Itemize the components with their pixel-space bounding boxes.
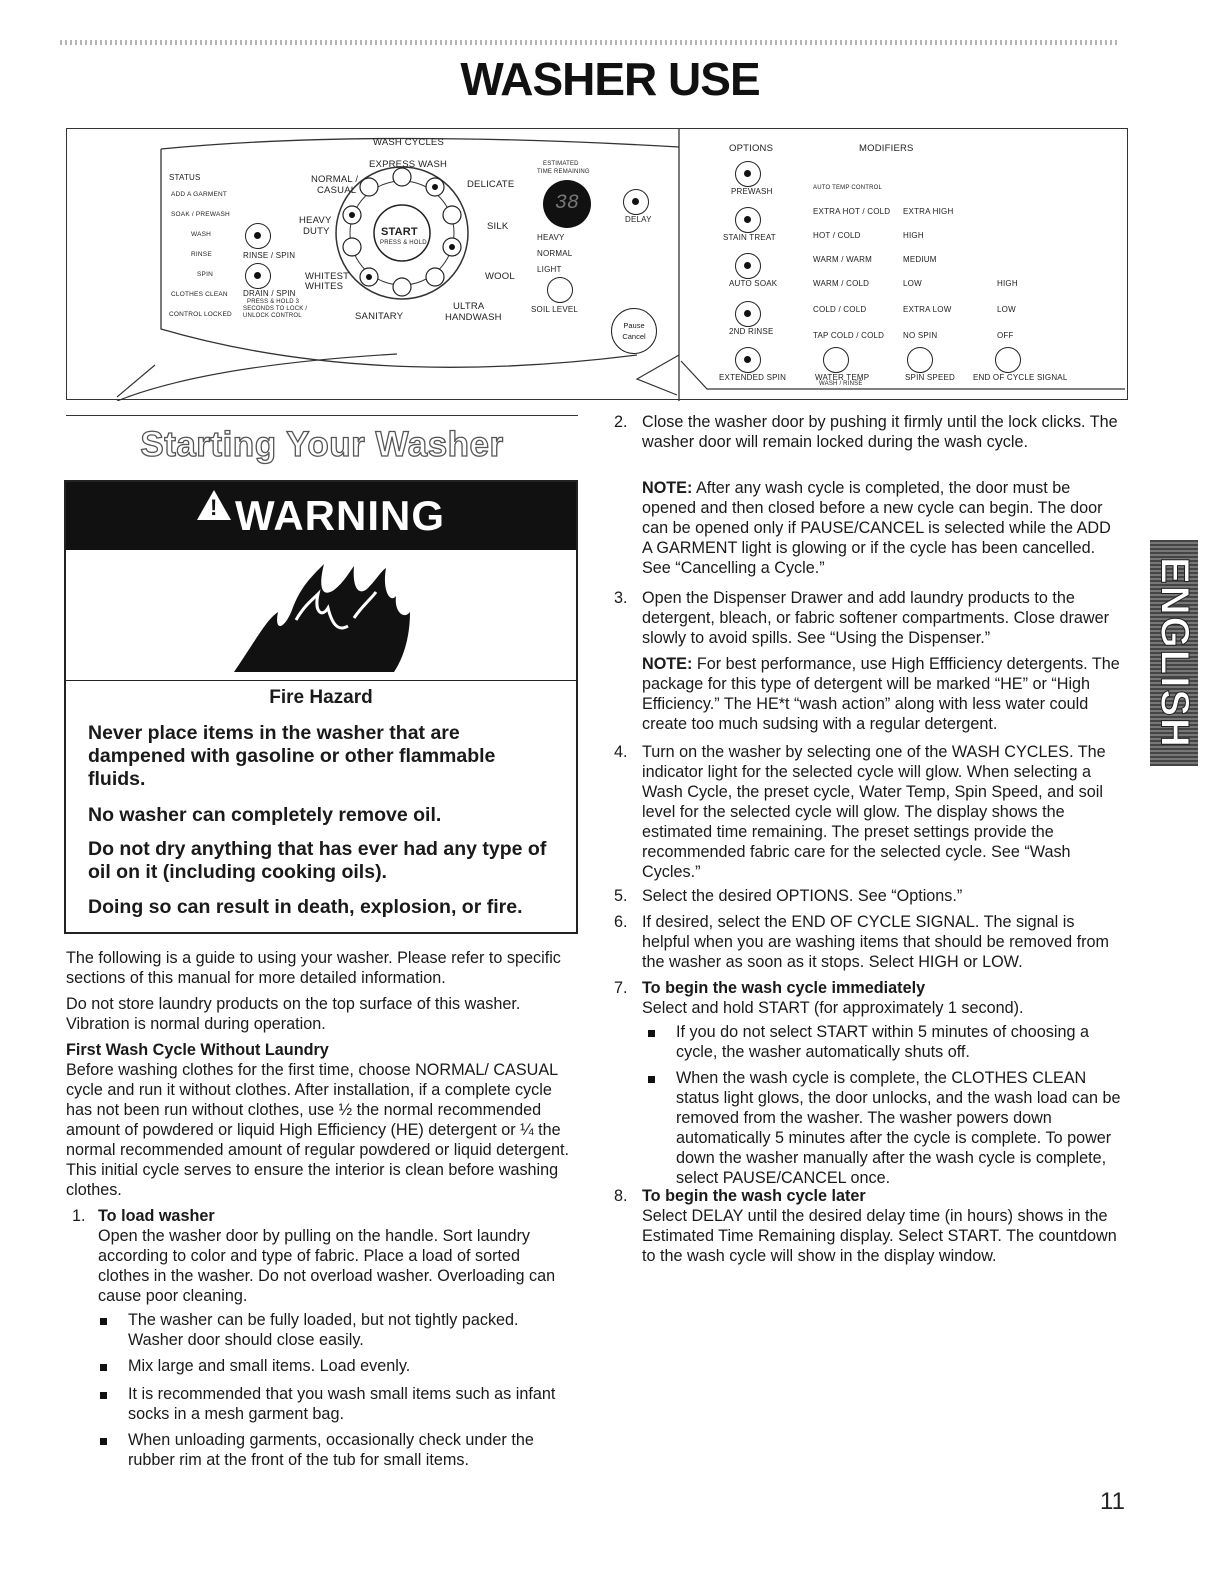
intro-paragraph-2: Do not store laundry products on the top surface of this washer. Vibration is normal during operation. — [66, 995, 521, 1033]
bullet-icon — [100, 1318, 107, 1325]
bullet-icon — [100, 1364, 107, 1371]
spin-no-spin: NO SPIN — [903, 331, 938, 340]
step-7-title: To begin the wash cycle immediately — [642, 979, 926, 997]
step-3-number: 3. — [614, 589, 628, 607]
lock-note-1: PRESS & HOLD 3 — [247, 299, 300, 305]
cycle-silk[interactable]: SILK — [487, 221, 509, 232]
start-button[interactable]: START — [381, 226, 418, 238]
auto-soak-button[interactable] — [735, 253, 761, 279]
step-5-number: 5. — [614, 887, 628, 905]
step-4-body: Turn on the washer by selecting one of the WASH CYCLES. The indicator light for the selected cycle will glow. When selecting a Wash Cycle, the preset cycle, Water Temp, Spin Speed, and soil level for the selected cycle will glow. The display shows the estimated time remaining. The preset settings provide the recommended fabric care for the selected cycle. See “Wash Cycles.” — [642, 743, 1106, 881]
cycle-express-wash[interactable]: EXPRESS WASH — [369, 159, 448, 170]
rinse-spin-button[interactable] — [245, 223, 271, 249]
second-rinse-label: 2ND RINSE — [729, 327, 774, 336]
cycle-whites[interactable]: WHITES — [305, 281, 344, 292]
bullet-icon — [100, 1438, 107, 1445]
step-3-body: Open the Dispenser Drawer and add laundry products to the detergent, bleach, or fabric softener compartments. Close drawer slowly to avoid spills. See “Using the Dispenser.” — [642, 589, 1109, 647]
step-6-body: If desired, select the END OF CYCLE SIGNAL. The signal is helpful when you are washing items that should be removed from the washer as soon as it stops. Select HIGH or LOW. — [642, 913, 1109, 971]
drain-spin-label: DRAIN / SPIN — [243, 289, 296, 298]
step-2-number: 2. — [614, 413, 628, 431]
signal-high: HIGH — [997, 279, 1018, 288]
load-bullet-2: Mix large and small items. Load evenly. — [128, 1357, 411, 1375]
warning-message-4: Doing so can result in death, explosion, or fire. — [88, 896, 523, 918]
spin-high: HIGH — [903, 231, 924, 240]
start-bullet-2: When the wash cycle is complete, the CLOTHES CLEAN status light glows, the door unlocks, and the wash load can be removed from the washer. The washer powers down automatically 5 minutes after the cycle is complete. To power down the washer manually after the wash cycle is complete, select PAUSE/CANCEL once. — [676, 1069, 1121, 1187]
cycle-delicate[interactable]: DELICATE — [467, 179, 515, 190]
step-6-number: 6. — [614, 913, 628, 931]
soil-light: LIGHT — [537, 265, 562, 274]
step-8-title: To begin the wash cycle later — [642, 1187, 866, 1205]
cycle-wool[interactable]: WOOL — [485, 271, 515, 282]
temp-cold-cold: COLD / COLD — [813, 305, 867, 314]
stain-treat-button[interactable] — [735, 207, 761, 233]
section-heading: Starting Your Washer — [140, 425, 504, 464]
warning-divider — [66, 680, 576, 681]
status-title: STATUS — [169, 173, 201, 182]
water-temp-button[interactable] — [823, 347, 849, 373]
start-bullet-1: If you do not select START within 5 minutes of choosing a cycle, the washer automatically shuts off. — [676, 1023, 1090, 1061]
step-2-body: Close the washer door by pushing it firmly until the lock clicks. The washer door will remain locked during the wash cycle. — [642, 413, 1118, 451]
step-8-number: 8. — [614, 1187, 628, 1205]
language-tab-label: ENGLISH — [1152, 557, 1197, 749]
stain-treat-label: STAIN TREAT — [723, 233, 776, 242]
step-7-number: 7. — [614, 979, 628, 997]
temp-warm-warm: WARM / WARM — [813, 255, 872, 264]
control-panel-diagram — [66, 128, 1128, 400]
soil-level-button[interactable] — [547, 277, 573, 303]
options-title: OPTIONS — [729, 143, 774, 154]
step-2-note — [642, 478, 1122, 578]
cycle-heavy[interactable]: HEAVY — [299, 215, 332, 226]
warning-message-2: No washer can completely remove oil. — [88, 804, 442, 826]
spin-speed-label: SPIN SPEED — [905, 373, 956, 382]
status-soak-prewash: SOAK / PREWASH — [171, 211, 230, 218]
page-number: 11 — [1100, 1488, 1125, 1515]
signal-off: OFF — [997, 331, 1014, 340]
warning-message-3: Do not dry anything that has ever had any type of oil on it (including cooking oils). — [88, 838, 547, 883]
lock-note-3: UNLOCK CONTROL — [243, 313, 302, 319]
end-of-cycle-signal-label: END OF CYCLE SIGNAL — [973, 373, 1068, 382]
delay-label: DELAY — [625, 215, 652, 224]
water-temp-label: WATER TEMP — [815, 373, 870, 382]
bullet-icon — [100, 1392, 107, 1399]
temp-hot-cold: HOT / COLD — [813, 231, 861, 240]
lock-note-2: SECONDS TO LOCK / — [243, 306, 308, 312]
cycle-ultra[interactable]: ULTRA — [453, 301, 485, 312]
extended-spin-label: EXTENDED SPIN — [719, 373, 787, 382]
step-7-body: Select and hold START (for approximately 1 second). — [642, 999, 1024, 1017]
pause-cancel-button[interactable] — [611, 308, 657, 354]
step-5-body: Select the desired OPTIONS. See “Options.” — [642, 887, 963, 905]
start-press-hold-label: PRESS & HOLD — [380, 240, 427, 246]
auto-temp-label: AUTO TEMP CONTROL — [813, 185, 883, 191]
language-side-tab — [1150, 540, 1198, 766]
status-control-locked: CONTROL LOCKED — [169, 311, 232, 318]
scan-edge-strip — [60, 40, 1120, 45]
cycle-casual[interactable]: CASUAL — [317, 185, 357, 196]
load-bullet-1: The washer can be fully loaded, but not tightly packed. Washer door should close easily. — [128, 1311, 519, 1349]
temp-tap-cold-cold: TAP COLD / COLD — [813, 331, 885, 340]
cycle-normal[interactable]: NORMAL / — [311, 174, 359, 185]
step-3-note — [642, 654, 1126, 734]
step-1-number: 1. — [72, 1207, 86, 1225]
modifiers-title: MODIFIERS — [859, 143, 914, 154]
time-remaining-display: 38 — [543, 180, 591, 228]
warning-triangle-icon — [197, 490, 231, 520]
spin-speed-button[interactable] — [907, 347, 933, 373]
end-of-cycle-signal-button[interactable] — [995, 347, 1021, 373]
status-add-garment: ADD A GARMENT — [171, 191, 228, 198]
fire-hazard-icon — [226, 560, 416, 672]
drain-spin-button[interactable] — [245, 263, 271, 289]
note-label: NOTE: — [642, 479, 693, 497]
step-4-number: 4. — [614, 743, 628, 761]
step-8-body: Select DELAY until the desired delay time (in hours) shows in the Estimated Time Remaining display. Select START. The countdown to the wash cycle will show in the display window. — [642, 1207, 1117, 1265]
note-label: NOTE: — [642, 655, 693, 673]
cycle-handwash[interactable]: HANDWASH — [445, 312, 502, 323]
step-1-title: To load washer — [98, 1207, 215, 1225]
prewash-label: PREWASH — [731, 187, 773, 196]
bullet-icon — [648, 1076, 655, 1083]
intro-paragraph-1: The following is a guide to using your washer. Please refer to specific sections of this manual for more detailed information. — [66, 949, 561, 987]
rinse-spin-label: RINSE / SPIN — [243, 251, 296, 260]
estimated-label-1: ESTIMATED — [543, 161, 579, 167]
status-rinse: RINSE — [191, 251, 212, 258]
first-wash-heading: First Wash Cycle Without Laundry — [66, 1041, 329, 1059]
water-temp-sub-label: WASH / RINSE — [819, 381, 863, 387]
signal-low: LOW — [997, 305, 1016, 314]
first-wash-body: Before washing clothes for the first time, choose NORMAL/ CASUAL cycle and run it without clothes. After installation, if a complete cycle has not been run without clothes, use ½ the normal recommended amount of powdered or liquid High Efficiency (HE) detergent or ¼ the normal recommended amount of regular powdered or liquid detergent. This initial cycle serves to ensure the interior is clean before washing clothes. — [66, 1061, 569, 1199]
temp-warm-cold: WARM / COLD — [813, 279, 870, 288]
warning-label: WARNING — [235, 492, 445, 539]
temp-extra-hot-cold: EXTRA HOT / COLD — [813, 207, 891, 216]
warning-message-1: Never place items in the washer that are dampened with gasoline or other flammable fluids. — [88, 722, 496, 790]
load-bullet-4: When unloading garments, occasionally check under the rubber rim at the front of the tub for small items. — [128, 1431, 534, 1469]
soil-normal: NORMAL — [537, 249, 573, 258]
warning-header — [66, 482, 576, 550]
status-clothes-clean: CLOTHES CLEAN — [171, 291, 228, 298]
delay-button[interactable] — [623, 189, 649, 215]
soil-heavy: HEAVY — [537, 233, 565, 242]
section-rule — [66, 415, 578, 416]
auto-soak-label: AUTO SOAK — [729, 279, 778, 288]
wash-cycles-title: WASH CYCLES — [373, 137, 445, 148]
warning-box — [64, 480, 578, 934]
hazard-title: Fire Hazard — [269, 687, 373, 708]
status-spin: SPIN — [197, 271, 213, 278]
spin-extra-low: EXTRA LOW — [903, 305, 952, 314]
spin-extra-high: EXTRA HIGH — [903, 207, 954, 216]
page-title: WASHER USE — [460, 53, 760, 105]
second-rinse-button[interactable] — [735, 301, 761, 327]
spin-medium: MEDIUM — [903, 255, 937, 264]
cycle-whitest[interactable]: WHITEST — [305, 271, 350, 282]
soil-level-label: SOIL LEVEL — [531, 305, 579, 314]
cycle-sanitary[interactable]: SANITARY — [355, 311, 404, 322]
panel-outline-drawing — [67, 129, 1129, 401]
step-3-note-text: For best performance, use High Effficiency detergents. The package for this type of detergent will be marked “HE” or “High Efficiency.” The HE*t “wash action” along with less water could create too much sudsing with a regular detergent. — [642, 655, 1120, 733]
cycle-duty[interactable]: DUTY — [303, 226, 330, 237]
cancel-label: Cancel — [622, 332, 646, 341]
load-bullet-3: It is recommended that you wash small items such as infant socks in a mesh garment bag. — [128, 1385, 556, 1423]
estimated-label-2: TIME REMAINING — [537, 169, 590, 175]
spin-low: LOW — [903, 279, 922, 288]
extended-spin-button[interactable] — [735, 347, 761, 373]
status-wash: WASH — [191, 231, 212, 238]
bullet-icon — [648, 1030, 655, 1037]
pause-label: Pause — [623, 321, 645, 330]
step-1-body: Open the washer door by pulling on the handle. Sort laundry according to color and type of fabric. Place a load of sorted clothes in the washer. Do not overload washer. Overloading can cause poor cleaning. — [98, 1227, 556, 1305]
step-2-note-text: After any wash cycle is completed, the door must be opened and then closed before a new cycle can begin. The door can be opened only if PAUSE/CANCEL is selected while the ADD A GARMENT light is glowing or if the cycle has been cancelled. See “Cancelling a Cycle.” — [642, 479, 1111, 577]
prewash-button[interactable] — [735, 161, 761, 187]
